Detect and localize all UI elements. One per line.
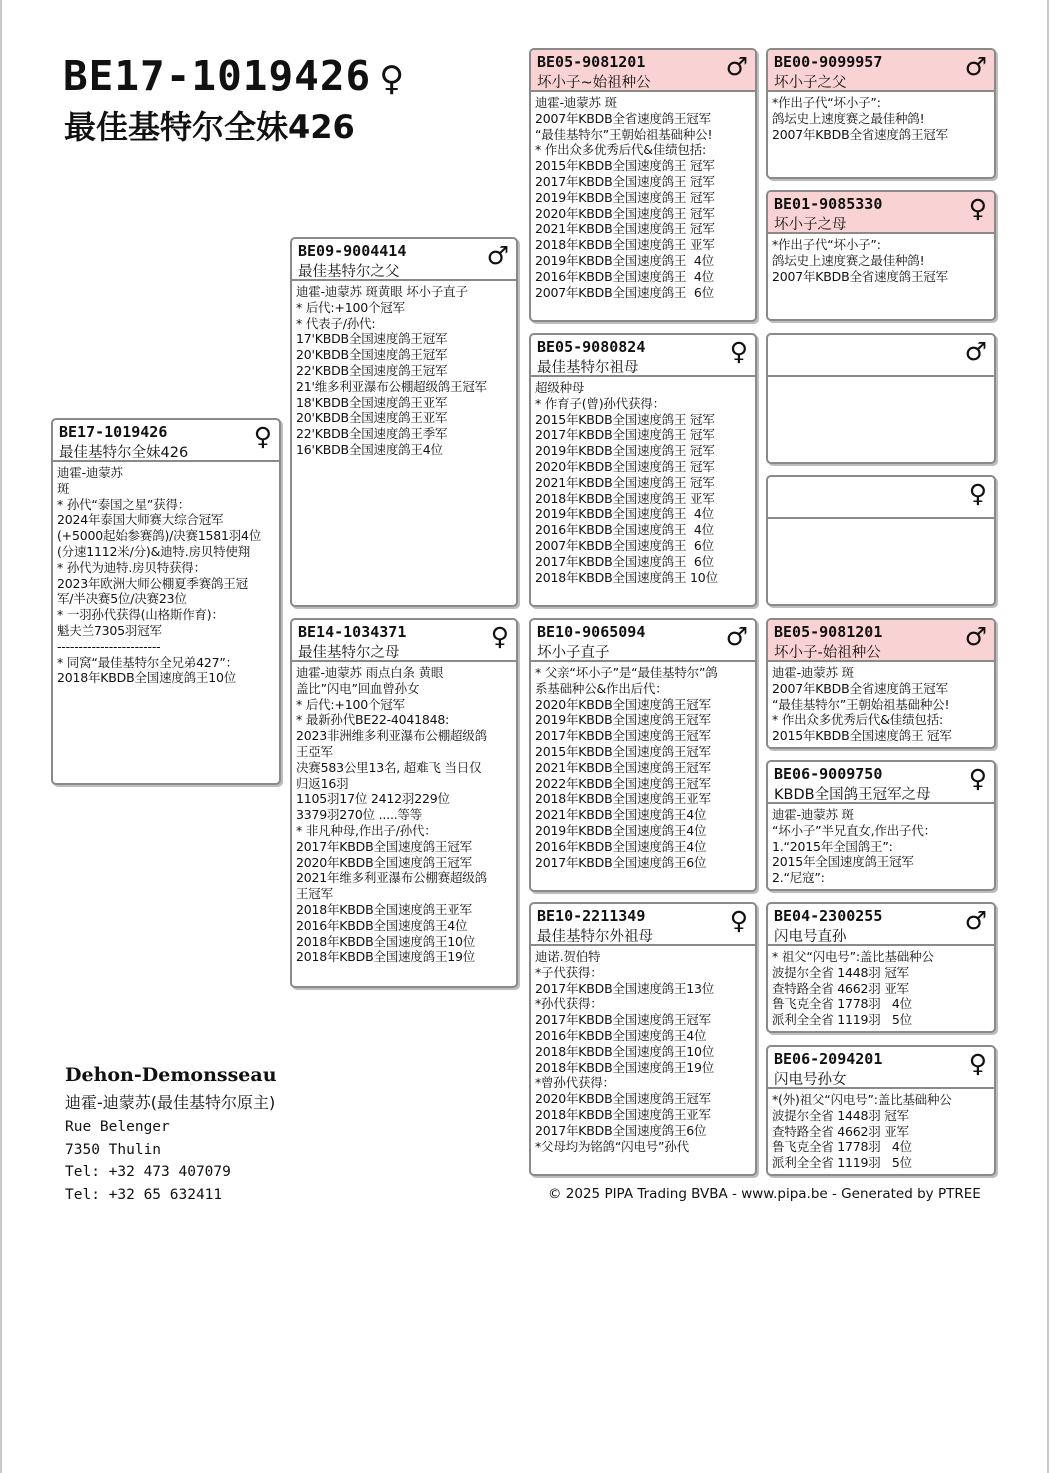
pedigree-card-sire-dam [529,333,757,607]
pigeon-name: 坏小子-始祖种公 [774,645,881,661]
card-details [768,377,994,380]
ring-number: BE05-9080824 [537,338,646,356]
pedigree-card-dds [766,902,996,1033]
ring-number: BE01-9085330 [774,195,883,213]
pedigree-card-ssd [766,190,996,321]
card-header [768,50,994,92]
pedigree-card-dsd [766,760,996,891]
pigeon-name: 最佳基特尔之母 [298,645,400,661]
pigeon-name: 坏小子之父 [774,75,847,91]
ring-number: BE14-1034371 [298,623,407,641]
card-header [531,50,755,92]
male-icon: ♂ [964,906,987,935]
pedigree-card-sds [766,333,996,464]
card-details: 迪霍-迪蒙苏 斑 “坏小子”半兄直女,作出子代： 1.“2015年全国鸽王”: 2015年全国速度鸽王冠军 2.“尼寇”: [772,807,936,886]
ring-number: BE10-9065094 [537,623,646,641]
pedigree-card-sire-sire [529,48,757,322]
card-details: * 父亲“坏小子”是“最佳基特尔”鸽 系基础种公&作出后代： 2020年KBDB全国速度鸽王冠军 2019年KBDB全国速度鸽王冠军 2017年KBDB全国速度鸽王冠军 2015年KBDB全国速度鸽王冠军 2021年KBDB全国速度鸽王冠军 2022年KBDB全国速度鸽王冠军 2018年KBDB全国速度鸽王亚军 2021年KBDB全国速度鸽王4位 2019年KBDB全国速度鸽王4位 2016年KBDB全国速度鸽王4位 2017年KBDB全国速度鸽王6位 [535,665,718,870]
pigeon-name: 闪电号直孙 [774,929,847,945]
ring-number: BE06-9009750 [774,765,883,783]
pigeon-name: 坏小子直子 [537,645,610,661]
pigeon-name: 最佳基特尔之父 [298,264,400,280]
card-header [768,1047,994,1089]
female-icon: ♀ [968,194,987,223]
ring-number: BE04-2300255 [774,907,883,925]
card-header [531,335,755,377]
card-details: 超级种母 * 作育子(曾)孙代获得： 2015年KBDB全国速度鸽王 冠军 2017年KBDB全国速度鸽王 冠军 2019年KBDB全国速度鸽王 冠军 2020年KBDB全国速度鸽王 冠军 2021年KBDB全国速度鸽王 冠军 2018年KBDB全国速度鸽王 亚军 2019年KBDB全国速度鸽王 4位 2016年KBDB全国速度鸽王 4位 2007年KBDB全国速度鸽王 6位 2017年KBDB全国速度鸽王 6位 2018年KBDB全国速度鸽王 10位 [535,380,718,585]
pedigree-card-dam-sire [529,618,757,892]
breeder-phone-2: Tel: +32 65 632411 [65,1187,223,1204]
card-header [292,620,516,662]
male-icon: ♂ [964,622,987,651]
card-details: 迪霍-迪蒙苏 斑 * 孙代“泰国之星”获得： 2024年泰国大师赛大综合冠军 (+5000起始参赛鸽)/决赛1581羽4位 (分速1112米/分)&迪特.房贝特使翔 * 孙代为迪特.房贝特获得： 2023年欧洲大师公棚夏季赛鸽王冠 军/半决赛5位/决赛23位 * 一羽孙代获得(山格斯作育)： 魁夫兰7305羽冠军 ------------------------ * 同窝“最佳基特尔全兄弟427”： 2018年KBDB全国速度鸽王10位 [57,465,262,686]
pedigree-card-sdd [766,475,996,606]
card-header [768,477,994,519]
female-icon: ♀ [729,337,748,366]
card-details: 迪霍-迪蒙苏 斑 2007年KBDB全省速度鸽王冠军 “最佳基特尔”王朝始祖基础种公! * 作出众多优秀后代&佳绩包括: 2015年KBDB全国速度鸽王 冠军 2017年KBDB全国速度鸽王 冠军 2019年KBDB全国速度鸽王 冠军 2020年KBDB全国速度鸽王 冠军 2021年KBDB全国速度鸽王 冠军 2018年KBDB全国速度鸽王 亚军 2019年KBDB全国速度鸽王 4位 2016年KBDB全国速度鸽王 4位 2007年KBDB全国速度鸽王 6位 [535,95,715,300]
pedigree-card-sire [290,237,518,607]
breeder-subtitle: 迪霍-迪蒙苏(最佳基特尔原主) [65,1093,276,1112]
male-icon: ♂ [486,241,509,270]
ring-number: BE00-9099957 [774,53,883,71]
female-icon: ♀ [490,622,509,651]
card-details: 迪霍-迪蒙苏 斑黄眼 坏小子直子 * 后代:+100个冠军 * 代表子/孙代: 17'KBDB全国速度鸽王冠军 20'KBDB全国速度鸽王冠军 22'KBDB全国速度鸽王冠军 21'维多利亚瀑布公棚超级鸽王冠军 18'KBDB全国速度鸽王亚军 20'KBDB全国速度鸽王亚军 22'KBDB全国速度鸽王季军 16'KBDB全国速度鸽王4位 [296,284,487,457]
pigeon-name: 最佳基特尔祖母 [537,360,639,376]
card-details: *(外)祖父“闪电号”:盖比基础种公 波提尔全省 1448羽 冠军 查特路全省 4662羽 亚军 鲁飞克全省 1778羽 4位 派利全全省 1119羽 5位 [772,1092,952,1171]
female-icon: ♀ [968,764,987,793]
female-icon: ♀ [253,422,272,451]
card-header [768,335,994,377]
pedigree-card-subject [51,418,281,785]
card-details: *作出子代“坏小子”: 鸽坛史上速度赛之最佳种鸽! 2007年KBDB全省速度鸽王冠军 [772,237,948,284]
title-ring-number: BE17-1019426 [63,52,372,100]
card-header [531,904,755,946]
card-details [768,519,994,522]
female-icon: ♀ [379,59,405,99]
breeder-info [65,1064,277,1207]
male-icon: ♂ [964,52,987,81]
female-icon: ♀ [968,1049,987,1078]
pedigree-card-dam-dam [529,902,757,1176]
page-edge-left [0,0,2,1473]
ring-number: BE06-2094201 [774,1050,883,1068]
female-icon: ♀ [729,906,748,935]
card-header [768,762,994,804]
page-title [63,52,404,100]
card-details: 迪霍-迪蒙苏 雨点白条 黄眼 盖比”闪电”回血曾孙女 * 后代:+100个冠军 * 最新孙代BE22-4041848: 2023非洲维多利亚瀑布公棚超级鸽 王亞军 决赛583公里13名, 超难飞 当日仅 归返16羽 1105羽17位 2412羽229位 3379羽270位 .....等等 * 非凡种母,作出子/孙代： 2017年KBDB全国速度鸽王冠军 2020年KBDB全国速度鸽王冠军 2021年维多利亚瀑布公棚赛超级鸽 王冠军 2018年KBDB全国速度鸽王亚军 2016年KBDB全国速度鸽王4位 2018年KBDB全国速度鸽王10位 2018年KBDB全国速度鸽王19位 [296,665,487,965]
card-details: *作出子代“坏小子”: 鸽坛史上速度赛之最佳种鸽! 2007年KBDB全省速度鸽王冠军 [772,95,948,142]
footer-copyright: © 2025 PIPA Trading BVBA - www.pipa.be - Generated by PTREE [548,1186,981,1202]
card-header [531,620,755,662]
card-header [53,420,279,462]
card-details: 迪诺.贺伯特 *子代获得： 2017年KBDB全国速度鸽王13位 *孙代获得： 2017年KBDB全国速度鸽王冠军 2016年KBDB全国速度鸽王4位 2018年KBDB全国速度鸽王10位 2018年KBDB全国速度鸽王19位 *曾孙代获得： 2020年KBDB全国速度鸽王冠军 2018年KBDB全国速度鸽王亚军 2017年KBDB全国速度鸽王6位 *父母均为铭鸽“闪电号”孙代 [535,949,715,1154]
page-edge-right [1047,0,1049,1473]
pigeon-name: KBDB全国鸽王冠军之母 [774,787,931,803]
male-icon: ♂ [725,52,748,81]
card-details: 迪霍-迪蒙苏 斑 2007年KBDB全省速度鸽王冠军 “最佳基特尔”王朝始祖基础种公! * 作出众多优秀后代&佳绩包括: 2015年KBDB全国速度鸽王 冠军 [772,665,952,744]
title-pigeon-name: 最佳基特尔全妹426 [64,108,355,146]
breeder-phone-1: Tel: +32 473 407079 [65,1164,231,1181]
ring-number: BE09-9004414 [298,242,407,260]
male-icon: ♂ [964,337,987,366]
ring-number: BE10-2211349 [537,907,646,925]
pigeon-name: 闪电号孙女 [774,1072,847,1088]
ring-number: BE17-1019426 [59,423,168,441]
female-icon: ♀ [968,479,987,508]
ring-number: BE05-9081201 [774,623,883,641]
card-header [768,904,994,946]
card-header [768,620,994,662]
pedigree-card-ddd [766,1045,996,1176]
ring-number: BE05-9081201 [537,53,646,71]
pigeon-name: 坏小子之母 [774,217,847,233]
card-details: * 祖父“闪电号”:盖比基础种公 波提尔全省 1448羽 冠军 查特路全省 4662羽 亚军 鲁飞克全省 1778羽 4位 派利全全省 1119羽 5位 [772,949,934,1028]
card-header [292,239,516,281]
pedigree-card-sss [766,48,996,179]
male-icon: ♂ [725,622,748,651]
pedigree-card-dss [766,618,996,749]
pigeon-name: 坏小子~始祖种公 [537,75,651,91]
pedigree-card-dam [290,618,518,988]
breeder-street: Rue Belenger [65,1119,170,1135]
pigeon-name: 最佳基特尔全妹426 [59,445,189,461]
breeder-name: Dehon-Demonsseau [65,1064,277,1086]
card-header [768,192,994,234]
breeder-city: 7350 Thulin [65,1141,162,1158]
pigeon-name: 最佳基特尔外祖母 [537,929,653,945]
